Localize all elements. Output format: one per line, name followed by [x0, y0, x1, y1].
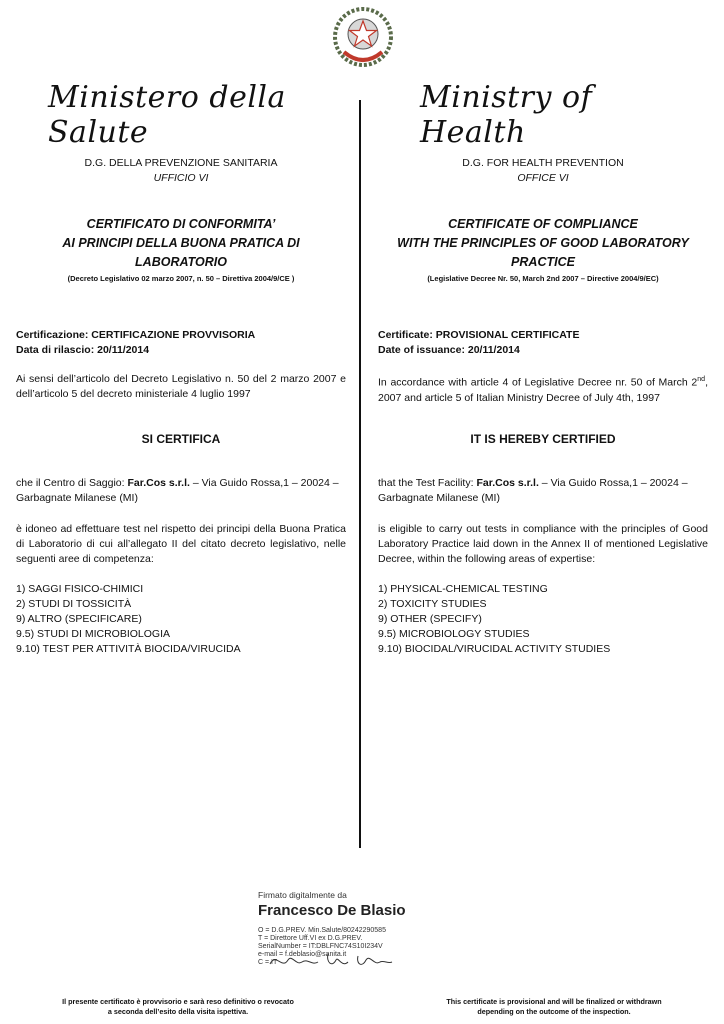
ministry-title-en: Ministry of Health: [420, 80, 593, 150]
area-item: 2) TOXICITY STUDIES: [378, 598, 487, 610]
signed-by-label: Firmato digitalmente da: [258, 890, 347, 900]
signature-meta-line: C = IT: [258, 959, 278, 966]
intro-text: , 2007 and article 5 of Italian Ministry Decree of July 4th, 1997: [378, 376, 708, 404]
areas-list-left: [16, 582, 346, 657]
footer-note-left: [28, 997, 328, 1017]
legal-reference: (Legislative Decree Nr. 50, March 2nd 2007 – Directive 2004/9/EC): [427, 274, 659, 283]
facility-right: [378, 476, 708, 506]
signer-name: Francesco De Blasio: [258, 902, 406, 919]
signature-meta-line: SerialNumber = IT:DBLFNC74S10I234V: [258, 943, 383, 950]
legal-reference: (Decreto Legislativo 02 marzo 2007, n. 50 – Direttiva 2004/9/CE ): [67, 274, 295, 283]
footer-line: a seconda dell’esito della visita ispettiva.: [107, 1007, 249, 1016]
areas-list-right: [378, 582, 708, 657]
issue-date: Date of issuance: 20/11/2014: [378, 344, 520, 356]
footer-line: depending on the outcome of the inspection.: [477, 1007, 631, 1016]
handwritten-signature: [266, 950, 396, 977]
area-item: 1) PHYSICAL-CHEMICAL TESTING: [378, 583, 548, 595]
ordinal-suffix: nd: [697, 376, 706, 383]
facility-left: [16, 476, 346, 506]
eligibility-right: is eligible to carry out tests in compliance with the principles of Good Laboratory Practice laid down in the Annex II of mentioned Legislative Decree, within the following areas of expertise:: [378, 523, 708, 565]
certificate-title-left: [16, 215, 346, 283]
title-line: CERTIFICATO DI CONFORMITA’: [86, 217, 276, 231]
certification-info-left: [16, 328, 346, 358]
facility-name: Far.Cos s.r.l.: [476, 477, 539, 489]
ministry-title-it: Ministero della Salute: [48, 80, 286, 150]
area-item: 9.5) STUDI DI MICROBIOLOGIA: [16, 628, 171, 640]
area-item: 9) OTHER (SPECIFY): [378, 613, 482, 625]
title-line: CERTIFICATE OF COMPLIANCE: [448, 217, 638, 231]
issue-date: Data di rilascio: 20/11/2014: [16, 344, 150, 356]
eligibility-left: è idoneo ad effettuare test nel rispetto dei principi della Buona Pratica di Laboratorio di cui all’allegato II del citato decreto legislativo, nelle seguenti aree di competenza:: [16, 523, 346, 565]
intro-text: In accordance with article 4 of Legislative Decree nr. 50 of March 2: [378, 376, 698, 389]
dg-left: [16, 156, 346, 186]
signature-meta-line: e-mail = f.deblasio@sanita.it: [258, 951, 347, 958]
facility-address: – Via Guido Rossa,1 – 20024 – Garbagnate Milanese (MI): [378, 477, 688, 504]
area-item: 9.5) MICROBIOLOGY STUDIES: [378, 628, 530, 640]
footer-note-right: [404, 997, 704, 1017]
title-line: AI PRINCIPI DELLA BUONA PRATICA DI: [62, 236, 300, 250]
footer-line: Il presente certificato è provvisorio e sarà reso definitivo o revocato: [62, 997, 294, 1006]
facility-prefix: that the Test Facility:: [378, 477, 477, 489]
signature-meta-line: T = Direttore Uff.VI ex D.G.PREV.: [258, 935, 363, 942]
facility-name: Far.Cos s.r.l.: [127, 477, 190, 489]
footer-line: This certificate is provisional and will be finalized or withdrawn: [446, 997, 662, 1006]
intro-right: [378, 372, 708, 406]
intro-left: Ai sensi dell’articolo del Decreto Legislativo n. 50 del 2 marzo 2007 e dell’articolo 5 del decreto ministeriale 4 luglio 1997: [16, 373, 346, 400]
dg-name: D.G. DELLA PREVENZIONE SANITARIA: [84, 157, 278, 169]
title-line: PRACTICE: [511, 255, 575, 269]
dg-right: [378, 156, 708, 186]
certification-type: Certificazione: CERTIFICAZIONE PROVVISORIA: [16, 329, 256, 341]
office-name: OFFICE VI: [517, 172, 569, 184]
certifies-heading-right: IT IS HEREBY CERTIFIED: [470, 432, 616, 446]
italian-republic-emblem-icon: [332, 6, 394, 68]
certifies-heading-left: SI CERTIFICA: [141, 432, 221, 446]
area-item: 9.10) TEST PER ATTIVITÀ BIOCIDA/VIRUCIDA: [16, 643, 241, 655]
dg-name: D.G. FOR HEALTH PREVENTION: [462, 157, 624, 169]
certification-info-right: [378, 328, 708, 358]
signature-meta-line: O = D.G.PREV. Min.Salute/80242290585: [258, 927, 386, 934]
facility-address: – Via Guido Rossa,1 – 20024 – Garbagnate Milanese (MI): [16, 477, 339, 504]
title-line: WITH THE PRINCIPLES OF GOOD LABORATORY: [397, 236, 689, 250]
area-item: 9) ALTRO (SPECIFICARE): [16, 613, 142, 625]
column-divider: [359, 100, 361, 848]
area-item: 2) STUDI DI TOSSICITÀ: [16, 598, 132, 610]
facility-prefix: che il Centro di Saggio:: [16, 477, 128, 489]
area-item: 1) SAGGI FISICO-CHIMICI: [16, 583, 144, 595]
office-name: UFFICIO VI: [153, 172, 209, 184]
certification-type: Certificate: PROVISIONAL CERTIFICATE: [378, 329, 580, 341]
certificate-title-right: [378, 215, 708, 283]
area-item: 9.10) BIOCIDAL/VIRUCIDAL ACTIVITY STUDIES: [378, 643, 611, 655]
title-line: LABORATORIO: [135, 255, 227, 269]
